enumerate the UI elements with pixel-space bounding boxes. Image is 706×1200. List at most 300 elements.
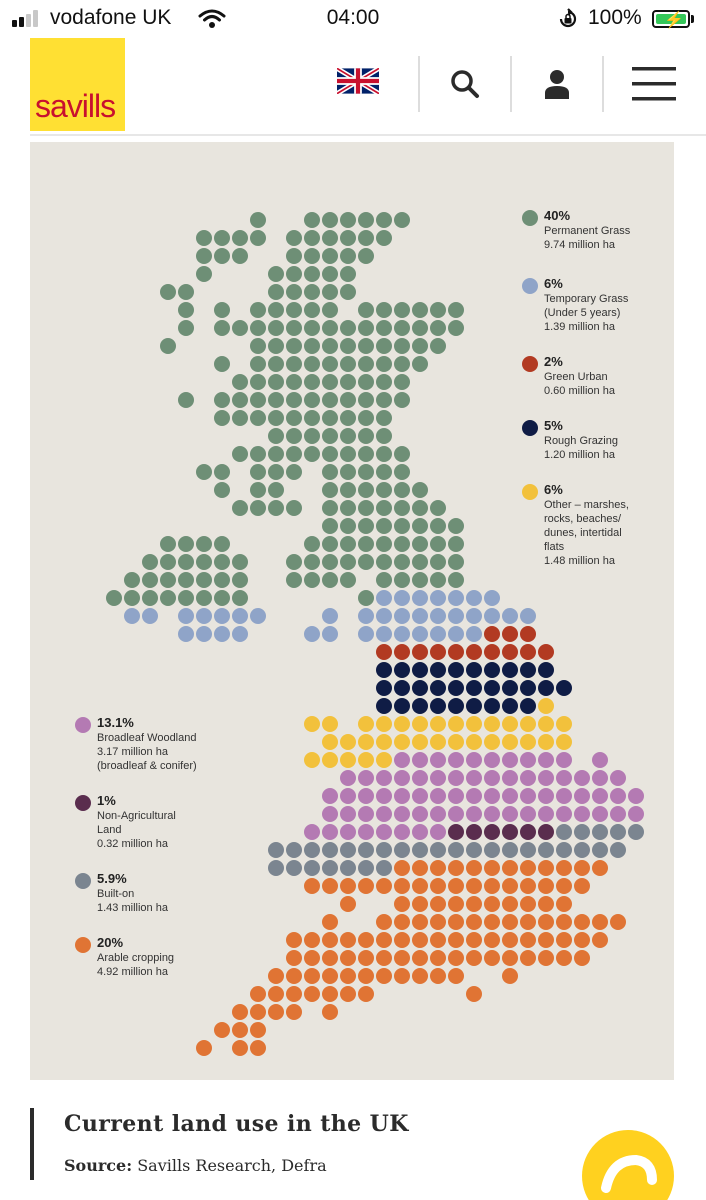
source-text: Savills Research, Defra bbox=[137, 1156, 327, 1175]
land-use-dot bbox=[214, 608, 230, 624]
land-use-dot bbox=[232, 248, 248, 264]
land-use-dot bbox=[304, 968, 320, 984]
land-use-dot bbox=[448, 680, 464, 696]
land-use-dot bbox=[376, 680, 392, 696]
land-use-dot bbox=[394, 716, 410, 732]
land-use-dot bbox=[430, 644, 446, 660]
land-use-dot bbox=[430, 626, 446, 642]
land-use-dot bbox=[358, 752, 374, 768]
land-use-dot bbox=[268, 968, 284, 984]
land-use-dot bbox=[286, 356, 302, 372]
land-use-dot bbox=[142, 590, 158, 606]
land-use-dot bbox=[358, 590, 374, 606]
land-use-dot bbox=[466, 590, 482, 606]
land-use-dot bbox=[466, 752, 482, 768]
land-use-dot bbox=[430, 608, 446, 624]
land-use-dot bbox=[394, 356, 410, 372]
land-use-dot bbox=[412, 536, 428, 552]
land-use-dot bbox=[556, 896, 572, 912]
land-use-dot bbox=[520, 878, 536, 894]
land-use-dot bbox=[556, 932, 572, 948]
land-use-dot bbox=[466, 950, 482, 966]
land-use-dot bbox=[592, 788, 608, 804]
land-use-dot bbox=[448, 608, 464, 624]
search-button[interactable] bbox=[441, 60, 489, 108]
land-use-dot bbox=[304, 572, 320, 588]
legend-swatch bbox=[75, 937, 91, 953]
land-use-dot bbox=[250, 500, 266, 516]
land-use-dot bbox=[502, 626, 518, 642]
land-use-dot bbox=[484, 950, 500, 966]
land-use-dot bbox=[430, 770, 446, 786]
legend-description: Green Urban 0.60 million ha bbox=[544, 371, 615, 397]
land-use-dot bbox=[484, 806, 500, 822]
land-use-dot bbox=[340, 806, 356, 822]
land-use-dot bbox=[286, 932, 302, 948]
land-use-dot bbox=[286, 284, 302, 300]
land-use-dot bbox=[178, 284, 194, 300]
land-use-dot bbox=[214, 572, 230, 588]
land-use-dot bbox=[322, 572, 338, 588]
land-use-dot bbox=[250, 1022, 266, 1038]
land-use-dot bbox=[340, 824, 356, 840]
land-use-dot bbox=[412, 770, 428, 786]
land-use-dot bbox=[358, 302, 374, 318]
land-use-dot bbox=[520, 842, 536, 858]
land-use-dot bbox=[412, 356, 428, 372]
land-use-dot bbox=[286, 320, 302, 336]
land-use-dot bbox=[520, 788, 536, 804]
land-use-dot bbox=[340, 212, 356, 228]
land-use-dot bbox=[610, 914, 626, 930]
land-use-dot bbox=[358, 806, 374, 822]
land-use-dot bbox=[412, 482, 428, 498]
land-use-dot bbox=[430, 662, 446, 678]
land-use-dot bbox=[304, 392, 320, 408]
land-use-dot bbox=[250, 374, 266, 390]
land-use-dot bbox=[304, 374, 320, 390]
land-use-dot bbox=[538, 716, 554, 732]
land-use-dot bbox=[268, 482, 284, 498]
land-use-dot bbox=[250, 230, 266, 246]
land-use-dot bbox=[610, 842, 626, 858]
land-use-dot bbox=[232, 410, 248, 426]
land-use-dot bbox=[484, 752, 500, 768]
land-use-dot bbox=[394, 554, 410, 570]
land-use-dot bbox=[394, 518, 410, 534]
land-use-dot bbox=[322, 374, 338, 390]
land-use-dot bbox=[448, 842, 464, 858]
land-use-dot bbox=[322, 824, 338, 840]
land-use-dot bbox=[250, 1004, 266, 1020]
land-use-dot bbox=[412, 608, 428, 624]
land-use-dot bbox=[394, 482, 410, 498]
land-use-dot bbox=[250, 986, 266, 1002]
carrier-name: vodafone UK bbox=[50, 6, 172, 29]
land-use-dot bbox=[394, 788, 410, 804]
land-use-dot bbox=[556, 806, 572, 822]
land-use-dot bbox=[178, 392, 194, 408]
land-use-dot bbox=[376, 752, 392, 768]
land-use-dot bbox=[160, 338, 176, 354]
land-use-dot bbox=[394, 950, 410, 966]
land-use-dot bbox=[430, 914, 446, 930]
legend-swatch bbox=[522, 278, 538, 294]
land-use-dot bbox=[322, 986, 338, 1002]
land-use-dot bbox=[376, 356, 392, 372]
land-use-dot bbox=[340, 410, 356, 426]
figure-caption-title: Current land use in the UK bbox=[64, 1111, 409, 1137]
land-use-dot bbox=[556, 950, 572, 966]
land-use-dot bbox=[430, 734, 446, 750]
land-use-dot bbox=[376, 320, 392, 336]
chat-launcher-button[interactable] bbox=[582, 1130, 674, 1200]
land-use-dot bbox=[430, 824, 446, 840]
land-use-dot bbox=[520, 824, 536, 840]
search-icon bbox=[449, 68, 481, 100]
land-use-dot bbox=[502, 752, 518, 768]
land-use-dot bbox=[340, 554, 356, 570]
land-use-dot bbox=[430, 554, 446, 570]
land-use-dot bbox=[322, 914, 338, 930]
menu-button[interactable] bbox=[630, 60, 678, 108]
land-use-dot bbox=[502, 878, 518, 894]
land-use-dot bbox=[412, 302, 428, 318]
land-use-dot bbox=[358, 716, 374, 732]
land-use-dot bbox=[196, 536, 212, 552]
land-use-dot bbox=[394, 608, 410, 624]
land-use-dot bbox=[196, 248, 212, 264]
legend-swatch bbox=[522, 484, 538, 500]
land-use-dot bbox=[448, 554, 464, 570]
land-use-dot bbox=[358, 518, 374, 534]
land-use-dot bbox=[412, 914, 428, 930]
land-use-dot bbox=[268, 266, 284, 282]
land-use-dot bbox=[214, 536, 230, 552]
land-use-dot bbox=[538, 842, 554, 858]
land-use-dot bbox=[214, 356, 230, 372]
land-use-dot bbox=[322, 410, 338, 426]
land-use-dot bbox=[376, 626, 392, 642]
land-use-dot bbox=[538, 680, 554, 696]
land-use-dot bbox=[502, 950, 518, 966]
legend-swatch bbox=[75, 873, 91, 889]
land-use-dot bbox=[124, 590, 140, 606]
land-use-dot bbox=[268, 1004, 284, 1020]
land-use-dot bbox=[340, 752, 356, 768]
land-use-dot bbox=[412, 590, 428, 606]
land-use-dot bbox=[430, 752, 446, 768]
land-use-dot bbox=[394, 914, 410, 930]
land-use-dot bbox=[466, 662, 482, 678]
land-use-dot bbox=[358, 500, 374, 516]
legend-arable bbox=[97, 935, 217, 979]
land-use-dot bbox=[412, 896, 428, 912]
land-use-dot bbox=[430, 806, 446, 822]
menu-icon bbox=[632, 67, 676, 101]
legend-percentage: 6% bbox=[544, 276, 563, 291]
land-use-dot bbox=[466, 608, 482, 624]
land-use-dot bbox=[340, 950, 356, 966]
land-use-dot bbox=[466, 896, 482, 912]
land-use-dot bbox=[286, 968, 302, 984]
land-use-dot bbox=[448, 302, 464, 318]
land-use-dot bbox=[358, 536, 374, 552]
land-use-dot bbox=[232, 590, 248, 606]
land-use-dot bbox=[394, 626, 410, 642]
land-use-dot bbox=[394, 572, 410, 588]
land-use-dot bbox=[592, 914, 608, 930]
land-use-dot bbox=[394, 374, 410, 390]
land-use-dot bbox=[250, 356, 266, 372]
land-use-dot bbox=[430, 500, 446, 516]
land-use-dot bbox=[448, 320, 464, 336]
land-use-dot bbox=[430, 860, 446, 876]
land-use-dot bbox=[250, 212, 266, 228]
land-use-dot bbox=[556, 770, 572, 786]
land-use-dot bbox=[340, 284, 356, 300]
land-use-dot bbox=[376, 806, 392, 822]
land-use-dot bbox=[322, 788, 338, 804]
land-use-dot bbox=[304, 320, 320, 336]
legend-percentage: 6% bbox=[544, 482, 563, 497]
land-use-dot bbox=[466, 842, 482, 858]
land-use-dot bbox=[394, 842, 410, 858]
land-use-dot bbox=[412, 698, 428, 714]
land-use-dot bbox=[322, 752, 338, 768]
land-use-dot bbox=[340, 860, 356, 876]
legend-swatch bbox=[75, 795, 91, 811]
land-use-dot bbox=[430, 536, 446, 552]
land-use-dot bbox=[502, 662, 518, 678]
land-use-dot bbox=[538, 770, 554, 786]
land-use-dot bbox=[322, 950, 338, 966]
land-use-dot bbox=[376, 662, 392, 678]
land-use-dot bbox=[178, 320, 194, 336]
land-use-dot bbox=[376, 446, 392, 462]
land-use-dot bbox=[466, 698, 482, 714]
land-use-dot bbox=[520, 860, 536, 876]
rotation-lock-icon bbox=[557, 8, 579, 30]
land-use-dot bbox=[232, 608, 248, 624]
land-use-dot bbox=[412, 680, 428, 696]
land-use-dot bbox=[484, 626, 500, 642]
land-use-dot bbox=[376, 968, 392, 984]
land-use-dot bbox=[304, 878, 320, 894]
land-use-dot bbox=[286, 554, 302, 570]
land-use-dot bbox=[250, 446, 266, 462]
land-use-dot bbox=[520, 680, 536, 696]
land-use-dot bbox=[556, 716, 572, 732]
land-use-dot bbox=[448, 626, 464, 642]
land-use-dot bbox=[538, 698, 554, 714]
land-use-dot bbox=[448, 770, 464, 786]
land-use-dot bbox=[178, 572, 194, 588]
land-use-dot bbox=[178, 536, 194, 552]
land-use-dot bbox=[358, 950, 374, 966]
land-use-dot bbox=[250, 608, 266, 624]
land-use-dot bbox=[322, 428, 338, 444]
land-use-dot bbox=[358, 788, 374, 804]
land-use-dot bbox=[322, 212, 338, 228]
land-use-dot bbox=[394, 536, 410, 552]
land-use-dot bbox=[592, 842, 608, 858]
land-use-dot bbox=[502, 806, 518, 822]
land-use-dot bbox=[628, 824, 644, 840]
land-use-dot bbox=[502, 932, 518, 948]
land-use-dot bbox=[448, 914, 464, 930]
land-use-dot bbox=[304, 554, 320, 570]
legend-description: Arable cropping 4.92 million ha bbox=[97, 952, 175, 978]
land-use-dot bbox=[502, 680, 518, 696]
land-use-dot bbox=[394, 752, 410, 768]
land-use-dot bbox=[430, 680, 446, 696]
legend-swatch bbox=[522, 210, 538, 226]
land-use-dot bbox=[340, 770, 356, 786]
land-use-dot bbox=[160, 554, 176, 570]
land-use-dot bbox=[394, 824, 410, 840]
land-use-dot bbox=[556, 680, 572, 696]
land-use-dot bbox=[358, 410, 374, 426]
land-use-dot bbox=[286, 410, 302, 426]
legend-description: Built-on 1.43 million ha bbox=[97, 888, 168, 914]
land-use-dot bbox=[466, 932, 482, 948]
land-use-dot bbox=[322, 284, 338, 300]
land-use-dot bbox=[538, 806, 554, 822]
land-use-dot bbox=[412, 968, 428, 984]
land-use-dot bbox=[286, 860, 302, 876]
land-use-dot bbox=[376, 878, 392, 894]
land-use-dot bbox=[376, 410, 392, 426]
land-use-dot bbox=[304, 410, 320, 426]
land-use-dot bbox=[610, 824, 626, 840]
land-use-dot bbox=[322, 230, 338, 246]
land-use-dot bbox=[412, 734, 428, 750]
land-use-dot bbox=[304, 536, 320, 552]
land-use-dot bbox=[430, 698, 446, 714]
land-use-dot bbox=[322, 500, 338, 516]
land-use-dot bbox=[358, 860, 374, 876]
land-use-dot bbox=[268, 842, 284, 858]
land-use-dot bbox=[610, 788, 626, 804]
land-use-dot bbox=[232, 392, 248, 408]
land-use-dot bbox=[484, 824, 500, 840]
land-use-dot bbox=[376, 230, 392, 246]
legend-description: Temporary Grass (Under 5 years) 1.39 million ha bbox=[544, 293, 629, 333]
land-use-dot bbox=[232, 554, 248, 570]
land-use-dot bbox=[376, 608, 392, 624]
land-use-dot bbox=[394, 968, 410, 984]
land-use-dot bbox=[376, 428, 392, 444]
land-use-dot bbox=[286, 986, 302, 1002]
land-use-dot bbox=[250, 482, 266, 498]
legend-percentage: 13.1% bbox=[97, 715, 134, 730]
land-use-dot bbox=[520, 896, 536, 912]
land-use-dot bbox=[340, 482, 356, 498]
land-use-dot bbox=[358, 824, 374, 840]
land-use-dot bbox=[520, 698, 536, 714]
land-use-dot bbox=[394, 338, 410, 354]
land-use-dot bbox=[358, 392, 374, 408]
land-use-dot bbox=[340, 266, 356, 282]
land-use-dot bbox=[520, 644, 536, 660]
land-use-dot bbox=[430, 302, 446, 318]
land-use-dot bbox=[484, 770, 500, 786]
land-use-dot bbox=[286, 1004, 302, 1020]
land-use-dot bbox=[412, 716, 428, 732]
land-use-dot bbox=[196, 230, 212, 246]
land-use-dot bbox=[412, 824, 428, 840]
land-use-dot bbox=[574, 878, 590, 894]
land-use-dot bbox=[376, 932, 392, 948]
legend-percentage: 5.9% bbox=[97, 871, 127, 886]
land-use-dot bbox=[214, 302, 230, 318]
land-use-dot bbox=[448, 950, 464, 966]
land-use-dot bbox=[268, 338, 284, 354]
land-use-dot bbox=[160, 284, 176, 300]
land-use-dot bbox=[358, 626, 374, 642]
land-use-dot bbox=[340, 968, 356, 984]
land-use-dot bbox=[394, 932, 410, 948]
land-use-dot bbox=[502, 914, 518, 930]
land-use-dot bbox=[304, 302, 320, 318]
land-use-dot bbox=[232, 230, 248, 246]
land-use-dot bbox=[160, 590, 176, 606]
land-use-dot bbox=[250, 1040, 266, 1056]
land-use-dot bbox=[196, 464, 212, 480]
land-use-dot bbox=[394, 590, 410, 606]
land-use-dot bbox=[142, 554, 158, 570]
land-use-dot bbox=[340, 248, 356, 264]
land-use-dot bbox=[268, 356, 284, 372]
land-use-dot bbox=[484, 896, 500, 912]
land-use-dot bbox=[484, 698, 500, 714]
land-use-dot bbox=[448, 968, 464, 984]
land-use-dot bbox=[286, 500, 302, 516]
land-use-dot bbox=[304, 356, 320, 372]
land-use-dot bbox=[376, 374, 392, 390]
legend-swatch bbox=[522, 420, 538, 436]
land-use-dot bbox=[466, 986, 482, 1002]
land-use-dot bbox=[268, 410, 284, 426]
savills-logo[interactable] bbox=[30, 38, 125, 131]
land-use-dot bbox=[394, 878, 410, 894]
land-use-dot bbox=[268, 500, 284, 516]
land-use-dot bbox=[448, 878, 464, 894]
land-use-dot bbox=[358, 734, 374, 750]
land-use-dot bbox=[232, 1040, 248, 1056]
land-use-dot bbox=[286, 338, 302, 354]
land-use-dot bbox=[484, 734, 500, 750]
land-use-dot bbox=[358, 320, 374, 336]
source-label: Source: bbox=[64, 1156, 133, 1175]
land-use-dot bbox=[340, 464, 356, 480]
land-use-dot bbox=[322, 518, 338, 534]
land-use-dot bbox=[286, 464, 302, 480]
legend-other bbox=[544, 482, 664, 568]
land-use-dot bbox=[394, 212, 410, 228]
land-use-dot bbox=[466, 806, 482, 822]
land-use-dot bbox=[556, 788, 572, 804]
land-use-dot bbox=[484, 608, 500, 624]
land-use-dot bbox=[178, 302, 194, 318]
land-use-dot bbox=[232, 572, 248, 588]
uk-flag-icon[interactable] bbox=[337, 68, 379, 94]
land-use-dot bbox=[340, 734, 356, 750]
land-use-dot bbox=[592, 806, 608, 822]
land-use-dot bbox=[502, 968, 518, 984]
account-button[interactable] bbox=[533, 60, 581, 108]
